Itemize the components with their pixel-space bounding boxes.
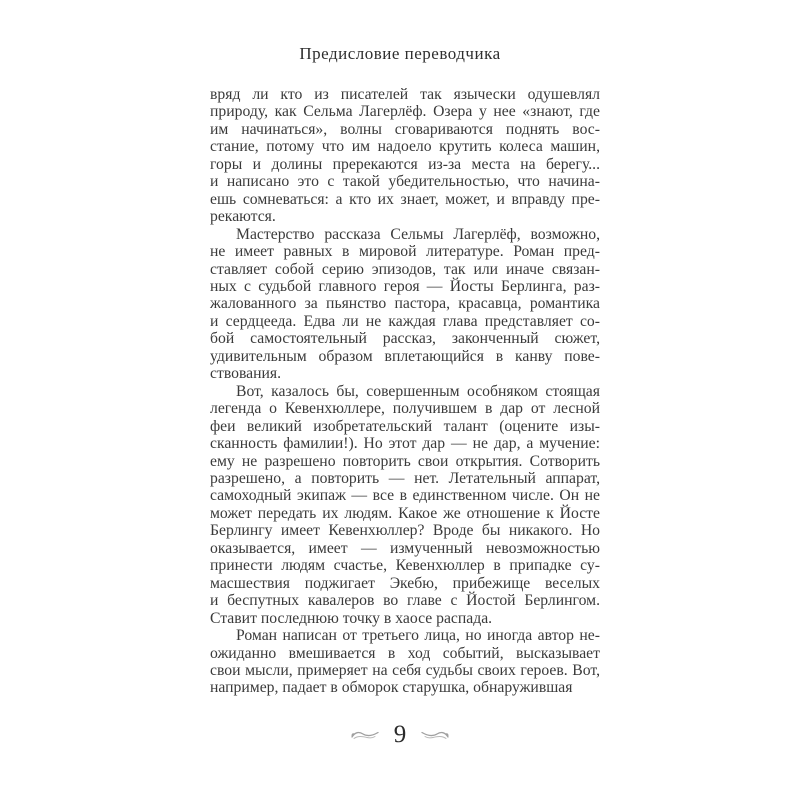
text-line: например, падает в обморок старушка, обнаружившая — [210, 679, 573, 697]
paragraph — [210, 226, 600, 383]
text-line: стание, потому что им надоело крутить колеса машин, — [210, 138, 600, 156]
text-line: принести людям счастье, Кевенхюллер в припадке су- — [210, 557, 600, 575]
text-line: бой самостоятельный рассказ, законченный сюжет, — [210, 330, 600, 348]
text-line: Вот, казалось бы, совершенным особняком стоящая — [236, 382, 600, 400]
text-line: оказывается, имеет — измученный невозможностью — [210, 539, 600, 557]
text-line: не имеет равных в мировой литературе. Роман пред- — [210, 243, 600, 261]
text-line: рекаются. — [210, 208, 276, 226]
text-line: Роман написан от третьего лица, но иногда автор не- — [236, 627, 600, 645]
paragraph — [210, 86, 600, 226]
text-line: ных с судьбой главного героя — Йосты Берлинга, раз- — [210, 277, 600, 295]
paragraph — [210, 383, 600, 627]
text-line: удивительным образом вплетающийся в канву пове- — [210, 347, 600, 365]
text-line: Ставит последнюю точку в хаосе распада. — [210, 609, 493, 627]
text-line: самоходный экипаж — все в единственном числе. Он не — [210, 487, 600, 505]
text-line: жалованного за пьянство пастора, красавца, романтика — [210, 295, 600, 313]
text-line: и беспутных кавалеров во главе с Йостой Берлингом. — [210, 592, 600, 610]
text-line: природу, как Сельма Лагерлёф. Озера у нее «знают, где — [210, 103, 600, 121]
page-number: 9 — [393, 721, 407, 748]
text-line: Мастерство рассказа Сельмы Лагерлёф, возможно, — [236, 225, 600, 243]
text-line: вряд ли кто из писателей так язычески одушевлял — [210, 86, 600, 103]
text-line: и написано это с такой убедительностью, что начина- — [210, 173, 600, 191]
text-line: Берлингу имеет Кевенхюллер? Вроде бы никакого. Но — [210, 522, 600, 540]
text-line: свои мысли, примеряет на себя судьбы своих героев. Вот, — [210, 661, 600, 679]
flourish-right-icon — [420, 729, 450, 741]
text-line: горы и долины пререкаются из-за места на берегу... — [210, 155, 600, 173]
text-line: масшествия поджигает Экебю, прибежище веселых — [210, 574, 600, 592]
text-line: легенда о Кевенхюллере, получившем в дар от лесной — [210, 400, 600, 418]
text-line: феи великий изобретательский талант (оцените изы- — [210, 417, 600, 435]
text-line: сканность фамилии!). Но этот дар — не дар, а мучение: — [210, 435, 600, 453]
text-line: может передать их людям. Какое же отношение к Йосте — [210, 504, 600, 522]
text-line: ему не разрешено повторить свои открытия. Сотворить — [210, 452, 600, 470]
text-line: им начинаться», волны сговариваются поднять вос- — [210, 120, 600, 138]
page-footer — [0, 720, 800, 750]
flourish-left-icon — [350, 729, 380, 741]
text-line: ствования. — [210, 365, 282, 383]
text-block — [210, 86, 600, 697]
text-line: ожиданно вмешивается в ход событий, высказывает — [210, 644, 600, 662]
text-line: ешь сомневаться: а кто их знает, может, и вправду пре- — [210, 190, 600, 208]
chapter-title: Предисловие переводчика — [299, 44, 501, 63]
text-line: и сердцееда. Едва ли не каждая глава представляет со- — [210, 312, 600, 330]
text-line: разрешено, а повторить — нет. Летательный аппарат, — [210, 469, 600, 487]
paragraph — [210, 627, 600, 697]
text-line: ставляет собой серию эпизодов, так или иначе связан- — [210, 260, 600, 278]
